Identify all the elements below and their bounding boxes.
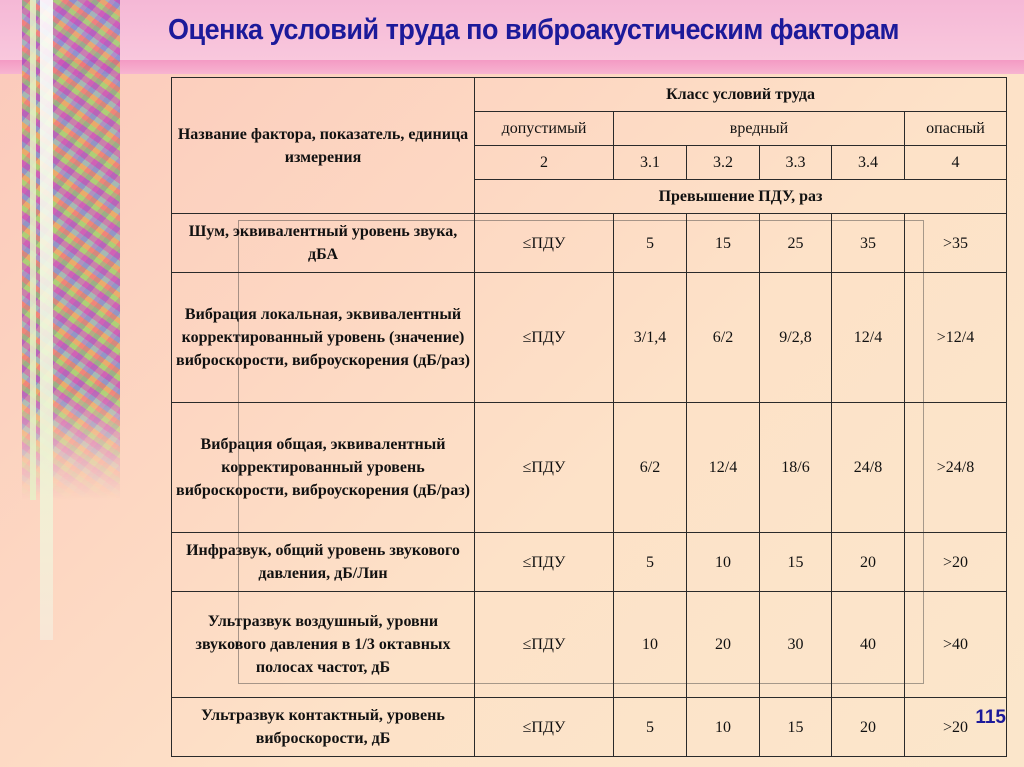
table-cell: ≤ПДУ bbox=[475, 698, 614, 757]
table-row bbox=[172, 698, 1007, 757]
table-row bbox=[172, 403, 1007, 533]
class-code: 3.4 bbox=[832, 146, 905, 180]
group-harmful: вредный bbox=[614, 112, 905, 146]
class-code: 2 bbox=[475, 146, 614, 180]
table-cell: 15 bbox=[687, 214, 760, 273]
title-underline bbox=[0, 60, 1024, 74]
page-title: Оценка условий труда по виброакустическим факторам bbox=[168, 14, 899, 46]
table-cell: >20 bbox=[905, 698, 1007, 757]
table-cell: 6/2 bbox=[687, 273, 760, 403]
class-code: 3.2 bbox=[687, 146, 760, 180]
class-code: 3.3 bbox=[760, 146, 832, 180]
table-cell: 20 bbox=[687, 592, 760, 698]
table-cell: 20 bbox=[832, 698, 905, 757]
factor-name: Вибрация локальная, эквивалентный корректированный уровень (значение) виброскорости, виброускорения (дБ/раз) bbox=[172, 273, 475, 403]
table-cell: 15 bbox=[760, 698, 832, 757]
table-cell: 10 bbox=[687, 698, 760, 757]
working-conditions-table bbox=[171, 77, 1007, 757]
table-row bbox=[172, 592, 1007, 698]
class-header: Класс условий труда bbox=[475, 78, 1007, 112]
table-cell: 5 bbox=[614, 533, 687, 592]
table-cell: 5 bbox=[614, 698, 687, 757]
table-cell: 35 bbox=[832, 214, 905, 273]
table-cell: 3/1,4 bbox=[614, 273, 687, 403]
table-cell: 40 bbox=[832, 592, 905, 698]
table-cell: 10 bbox=[687, 533, 760, 592]
table-cell: ≤ПДУ bbox=[475, 273, 614, 403]
table-cell: >35 bbox=[905, 214, 1007, 273]
table-cell: >40 bbox=[905, 592, 1007, 698]
table-cell: ≤ПДУ bbox=[475, 533, 614, 592]
table-row bbox=[172, 273, 1007, 403]
table-row bbox=[172, 533, 1007, 592]
factor-header: Название фактора, показатель, единица измерения bbox=[172, 78, 475, 214]
group-allowed: допустимый bbox=[475, 112, 614, 146]
class-code: 4 bbox=[905, 146, 1007, 180]
excess-header: Превышение ПДУ, раз bbox=[475, 180, 1007, 214]
table-cell: >24/8 bbox=[905, 403, 1007, 533]
table-cell: ≤ПДУ bbox=[475, 403, 614, 533]
factor-name: Ультразвук контактный, уровень виброскорости, дБ bbox=[172, 698, 475, 757]
decorative-stripe bbox=[30, 0, 36, 500]
table-cell: 5 bbox=[614, 214, 687, 273]
table-cell: 24/8 bbox=[832, 403, 905, 533]
class-code: 3.1 bbox=[614, 146, 687, 180]
page-number: 115 bbox=[975, 707, 1006, 728]
table-cell: 12/4 bbox=[832, 273, 905, 403]
factor-name: Вибрация общая, эквивалентный корректированный уровень виброскорости, виброускорения (дБ/раз) bbox=[172, 403, 475, 533]
table-cell: 25 bbox=[760, 214, 832, 273]
decorative-stripe bbox=[40, 0, 53, 640]
table-cell: 20 bbox=[832, 533, 905, 592]
table-cell: 9/2,8 bbox=[760, 273, 832, 403]
table-cell: ≤ПДУ bbox=[475, 592, 614, 698]
factor-name: Инфразвук, общий уровень звукового давления, дБ/Лин bbox=[172, 533, 475, 592]
table-cell: 18/6 bbox=[760, 403, 832, 533]
table-cell: 6/2 bbox=[614, 403, 687, 533]
factor-name: Шум, эквивалентный уровень звука, дБА bbox=[172, 214, 475, 273]
table-cell: >12/4 bbox=[905, 273, 1007, 403]
table-cell: 15 bbox=[760, 533, 832, 592]
decorative-art-strip bbox=[22, 0, 120, 500]
factor-name: Ультразвук воздушный, уровни звукового давления в 1/3 октавных полосах частот, дБ bbox=[172, 592, 475, 698]
table-cell: 30 bbox=[760, 592, 832, 698]
group-dangerous: опасный bbox=[905, 112, 1007, 146]
table-cell: 12/4 bbox=[687, 403, 760, 533]
table-cell: ≤ПДУ bbox=[475, 214, 614, 273]
table-row bbox=[172, 214, 1007, 273]
table-cell: 10 bbox=[614, 592, 687, 698]
table-cell: >20 bbox=[905, 533, 1007, 592]
